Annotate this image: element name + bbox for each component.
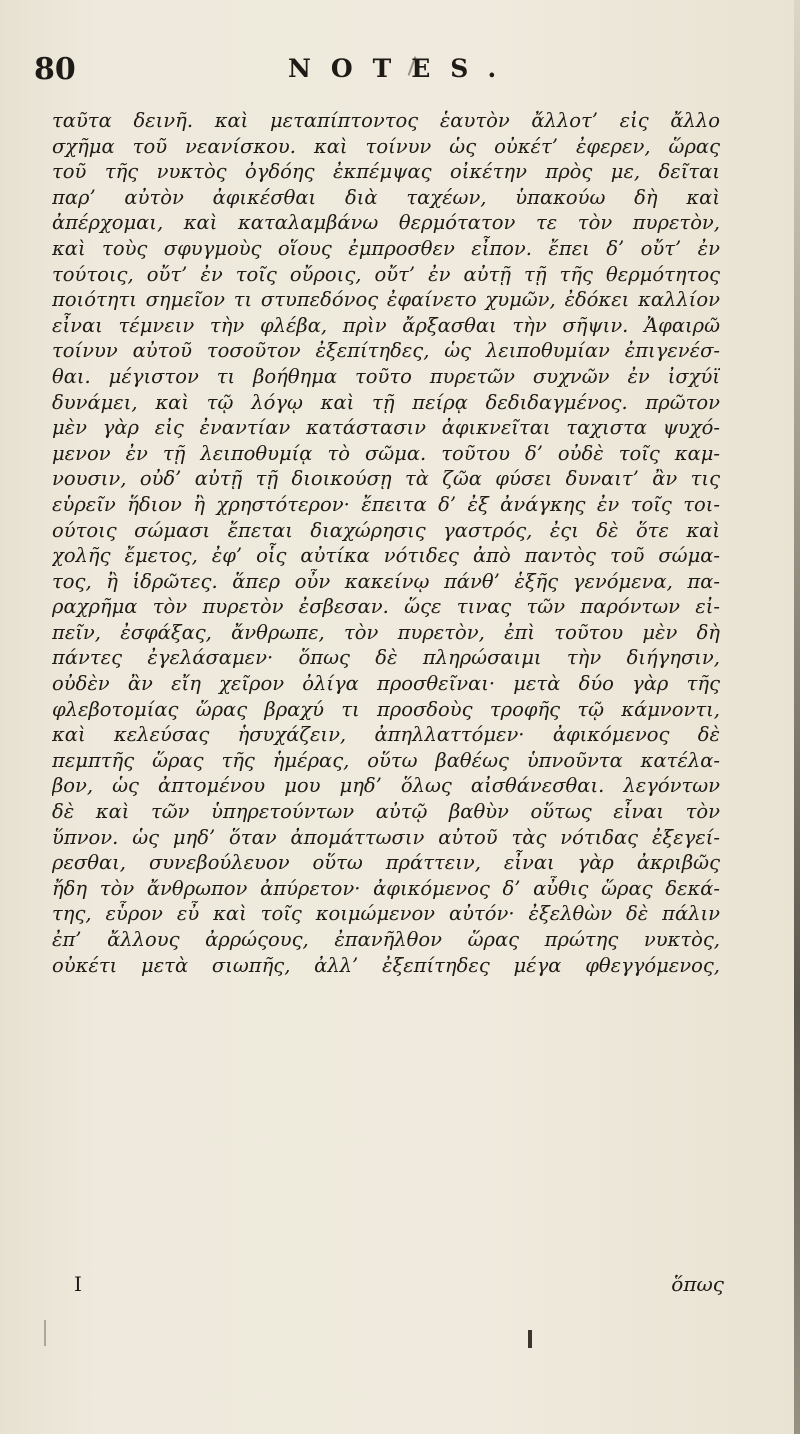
text-line: πεῖν, ἐσφάξας, ἄνθρωπε, τὸν πυρετὸν, ἐπὶ τοῦτου μὲν δὴ <box>52 620 720 644</box>
text-line: τος, ἢ ἱδρῶτες. ἅπερ οὖν κακείνῳ πάνθ’ ἑξῆς γενόμενα, πα- <box>52 569 720 593</box>
text-line: ἀπέρχομαι, καὶ καταλαμβάνω θερμότατον τε τὸν πυρετὸν, <box>52 211 720 235</box>
text-line: καὶ τοὺς σφυγμοὺς οἵους ἐμπροσθεν εἶπον. ἔπει δ’ οὔτ’ ἐν <box>52 236 720 260</box>
text-line <box>52 1209 720 1235</box>
page-edge-shadow <box>794 0 800 1434</box>
text-line <box>52 1311 720 1337</box>
text-line: οὐκέτι μετὰ σιωπῆς, ἀλλ’ ἐξεπίτηδες μέγα φθεγγόμενος, <box>52 953 720 977</box>
text-line <box>52 1183 720 1209</box>
catchword: ὅπως <box>671 1272 724 1296</box>
text-line: τοίνυν αὐτοῦ τοσοῦτον ἐξεπίτηδες, ὡς λειποθυμίαν ἐπιγενέσ- <box>52 339 720 363</box>
text-line: ρεσθαι, συνεβούλευον οὕτω πράττειν, εἶναι γὰρ ἀκριβῶς <box>52 851 720 875</box>
text-line: πάντες ἐγελάσαμεν· ὅπως δὲ πληρώσαιμι τὴν διήγησιν, <box>52 646 720 670</box>
text-line: ὕπνον. ὡς μηδ’ ὅταν ἀπομάττωσιν αὐτοῦ τὰς νότιδας ἐξεγεί- <box>52 825 720 849</box>
text-line <box>52 1055 720 1081</box>
text-line: ούτοις σώμασι ἔπεται διαχώρησις γαστρός, ἐςι δὲ ὅτε καὶ <box>52 518 720 542</box>
text-line: ἤδη τὸν ἄνθρωπον ἀπύρετον· ἀφικόμενος δ’ αὖθις ὥρας δεκά- <box>52 876 720 900</box>
text-line <box>52 1234 720 1260</box>
text-line: χολῆς ἔμετος, ἐφ’ οἷς αὐτίκα νότιδες ἀπὸ παντὸς τοῦ σώμα- <box>52 544 720 568</box>
text-line <box>52 1106 720 1132</box>
text-line: ἐπ’ ἄλλους ἀρρώςους, ἐπανῆλθον ὥρας πρώτης νυκτὸς, <box>52 928 720 951</box>
text-line: εἶναι τέμνειν τὴν φλέβα, πρὶν ἄρξασθαι τὴν σῆψιν. Ἀφαιρῶ <box>52 313 720 337</box>
ink-mark <box>44 1320 46 1346</box>
page-footer <box>52 1272 724 1302</box>
text-line: οὐδὲν ἂν εἴη χεῖρον ὀλίγα προσθεῖναι· μετὰ δύο γὰρ τῆς <box>52 672 720 696</box>
text-line: νουσιν, οὐδ’ αὐτῇ τῇ διοικούσῃ τὰ ζῶα φύσει δυναιτ’ ἂν τις <box>52 467 720 491</box>
text-line <box>52 1132 720 1158</box>
text-line: δὲ καὶ τῶν ὑπηρετούντων αὐτῷ βαθὺν οὕτως εἶναι τὸν <box>52 800 720 824</box>
text-line <box>52 1081 720 1107</box>
text-line: μὲν γὰρ εἰς ἐναντίαν κατάστασιν ἀφικνεῖται ταχιστα ψυχό- <box>52 416 720 440</box>
text-line: φλεβοτομίας ὥρας βραχύ τι προσδοὺς τροφῆς τῷ κάμνοντι, <box>52 697 720 721</box>
text-line: ταῦτα δεινῆ. καὶ μεταπίπτοντος ἑαυτὸν ἄλλοτ’ εἰς ἄλλο <box>52 109 720 132</box>
running-head: NOTES. <box>288 54 517 83</box>
ink-mark <box>528 1330 532 1348</box>
signature-mark: I <box>74 1272 82 1296</box>
text-line: της, εὗρον εὖ καὶ τοῖς κοιμώμενον αὐτόν· ἐξελθὼν δὲ πάλιν <box>52 902 720 926</box>
text-line: καὶ κελεύσας ἡσυχάζειν, ἀπηλλαττόμεν· ἀφικόμενος δὲ <box>52 723 720 747</box>
text-line <box>52 1004 720 1030</box>
text-line: εὑρεῖν ἥδιον ἢ χρηστότερον· ἔπειτα δ’ ἐξ ἀνάγκης ἐν τοῖς τοι- <box>52 492 720 516</box>
text-line: μενον ἐν τῇ λειποθυμίᾳ τὸ σῶμα. τοῦτου δ’ οὐδὲ τοῖς καμ- <box>52 441 720 465</box>
text-line: παρ’ αὐτὸν ἀφικέσθαι διὰ ταχέων, ὑπακούω δὴ καὶ <box>52 185 720 209</box>
text-line: δυνάμει, καὶ τῷ λόγῳ καὶ τῇ πείρᾳ δεδιδαγμένος. πρῶτον <box>52 390 720 414</box>
text-line <box>52 978 720 1004</box>
page-number: 80 <box>34 52 76 87</box>
text-line <box>52 1029 720 1055</box>
text-line: θαι. μέγιστον τι βοήθημα τοῦτο πυρετῶν συχνῶν ἐν ἰσχύϊ <box>52 364 720 388</box>
text-line: ποιότητι σημεῖον τι στυπεδόνος ἐφαίνετο χυμῶν, ἐδόκει καλλίον <box>52 288 720 312</box>
text-line: τοῦ τῆς νυκτὸς ὀγδόης ἐκπέμψας οἰκέτην πρὸς με, δεῖται <box>52 160 720 184</box>
text-line: βον, ὡς ἀπτομένου μου μηδ’ ὅλως αἰσθάνεσθαι. λεγόντων <box>52 774 720 798</box>
text-line <box>52 1157 720 1183</box>
text-line: σχῆμα τοῦ νεανίσκου. καὶ τοίνυν ὡς οὐκέτ’ ἐφερεν, ὥρας <box>52 134 720 158</box>
page-header <box>34 48 724 92</box>
text-line: πεμπτῆς ὥρας τῆς ἡμέρας, οὕτω βαθέως ὑπνοῦντα κατέλα- <box>52 748 720 772</box>
text-line: ραχρῆμα τὸν πυρετὸν ἐσβεσαν. ὥςε τινας τῶν παρόντων εἰ- <box>52 595 720 619</box>
greek-text-block <box>52 108 720 1337</box>
text-line: τούτοις, οὔτ’ ἐν τοῖς οὔροις, οὔτ’ ἐν αὐτῇ τῇ τῆς θερμότητος <box>52 262 720 286</box>
